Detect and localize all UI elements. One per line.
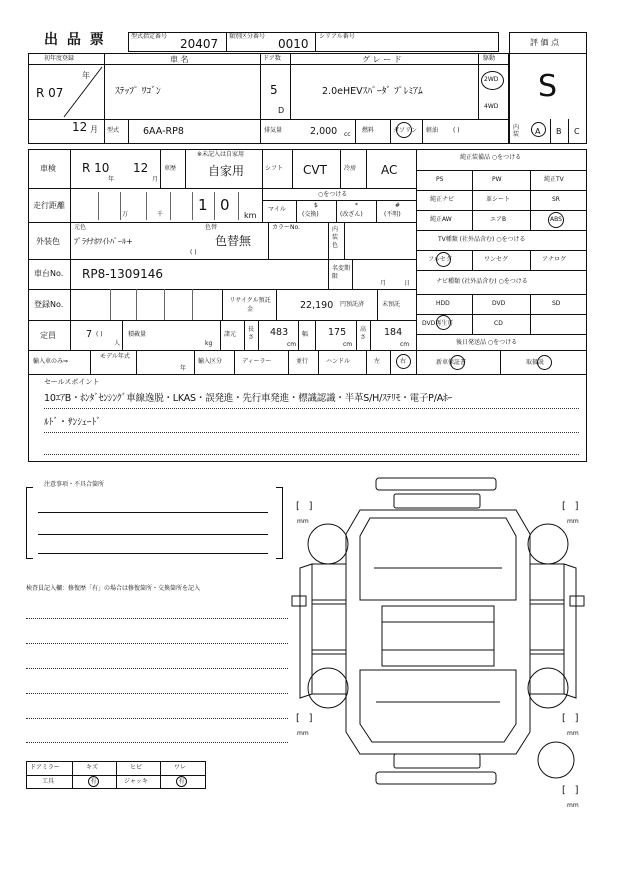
inspection-month: 12 <box>133 161 149 175</box>
capacity-paren: ( ) <box>96 331 103 338</box>
equip-abs-circle <box>548 212 564 228</box>
registration-label: 登録No. <box>34 300 64 309</box>
navi-title: ナビ種類 (社外品含む) ○をつける <box>436 278 528 285</box>
mileage-digit-1: 1 <box>198 196 208 214</box>
interior-a-circle <box>531 122 546 137</box>
width-unit: cm <box>343 341 353 348</box>
interior-c: C <box>574 127 580 136</box>
navi-hdd: HDD <box>436 300 450 307</box>
tire-fr-unit: mm <box>567 518 579 525</box>
tv-fullseg-circle <box>436 252 451 267</box>
interior-b: B <box>556 127 562 136</box>
use-label: 車歴 <box>164 165 177 172</box>
mileage-attach-label: ○をつける <box>318 191 348 198</box>
handle-right-circle <box>396 354 411 369</box>
interior-color-label: 内装色 <box>332 226 339 249</box>
import-dealer: ディーラー <box>242 358 272 365</box>
table-header-mirror: ドアミラー <box>30 764 60 771</box>
sales-line-1: 10ｴｱB・ﾎﾝﾀﾞｾﾝｼﾝｸﾞ車線逸脱・LKAS・誤発進・先行車発進・標識認識・半革S/H/ｽﾃﾘﾓ・電子P/Aﾎｰ <box>44 393 453 404</box>
later-manual: 取扱説 <box>526 359 545 366</box>
mileage-exchange-sym: $ <box>314 202 318 209</box>
grade-label: グ レ ー ド <box>362 55 402 64</box>
load-label: 積載量 <box>128 331 147 338</box>
table-jack: ジャッキ <box>124 778 148 785</box>
table-header-break: ワレ <box>174 764 187 771</box>
mileage-unknown-sym: # <box>395 202 401 209</box>
equip-ps: PS <box>436 176 444 183</box>
navi-dvd: DVD <box>492 300 506 307</box>
inspector-label: 検査員記入欄：修復歴「有」の場合は修復箇所・交換箇所を記入 <box>26 585 201 592</box>
tire-rl-unit: mm <box>297 730 309 737</box>
category-label: 類別区分番号 <box>229 33 266 40</box>
fuel-gasoline: ガソリン <box>393 127 418 134</box>
ac-value: AC <box>381 163 398 177</box>
tv-analog: アナログ <box>542 256 567 263</box>
drive-2wd-circle <box>481 71 504 90</box>
shift-value: CVT <box>303 163 327 177</box>
mileage-mile: マイル <box>268 206 286 213</box>
recycle-label: リサイクル預託金 <box>229 297 271 313</box>
navi-cd: CD <box>494 320 503 327</box>
handle-label: ハンドル <box>326 358 351 365</box>
load-kg: kg <box>205 340 213 347</box>
front-bumper-shape <box>376 478 496 490</box>
navi-dvd-play-circle <box>436 315 451 330</box>
later-warranty: 新車保証書 <box>436 359 467 366</box>
model-label: 型式 <box>107 127 120 134</box>
length-unit: cm <box>287 341 297 348</box>
model-spec-label: 型式指定番号 <box>131 33 168 40</box>
drive-4wd: 4WD <box>484 103 499 110</box>
mileage-exchange: (交換) <box>302 211 319 218</box>
equip-leather: 革シート <box>486 196 511 203</box>
import-label: 輸入車のみ⇒ <box>33 358 69 365</box>
capacity-person-unit: 人 <box>114 340 121 347</box>
tire-fl-unit: mm <box>297 518 309 525</box>
first-reg-year-unit: 年 <box>82 71 90 80</box>
table-jack-yes: 有 <box>176 776 187 787</box>
sales-line-2: ﾙﾄﾞ・ｻﾝｼｪｰﾄﾞ <box>44 417 102 428</box>
width-label: 幅 <box>302 331 309 338</box>
rating-value: S <box>538 69 558 104</box>
tv-oneseg: ワンセグ <box>484 256 509 263</box>
height-unit: cm <box>400 341 410 348</box>
grade-value: 2.0eHEVｽﾊﾟｰﾀﾞ ﾌﾟﾚﾐｱﾑ <box>322 86 423 97</box>
mileage-man: 万 <box>122 211 129 218</box>
handle-right: 右 <box>400 358 407 365</box>
doors-suffix: D <box>278 106 285 115</box>
inspection-year-unit: 年 <box>108 176 115 183</box>
table-header-crack: ヒビ <box>130 764 143 771</box>
car-name-value: ｽﾃｯﾌﾟ ﾜｺﾞﾝ <box>115 86 161 97</box>
equip-tv: 純正TV <box>544 176 564 183</box>
first-reg-month: 12 <box>72 120 88 134</box>
recycle-value: 22,190 <box>300 300 334 311</box>
form-title: 出 品 票 <box>44 32 106 48</box>
first-reg-label: 初年度登録 <box>44 55 75 62</box>
navi-dvd-play: DVD再生可 <box>422 320 454 327</box>
rating-label: 評 価 点 <box>530 38 560 47</box>
inspection-month-unit: 月 <box>152 176 159 183</box>
equip-sr: SR <box>552 196 560 203</box>
use-value: 自家用 <box>208 164 245 178</box>
displacement-label: 排気量 <box>264 127 283 134</box>
color-orig-label: 元色 <box>74 224 87 231</box>
later-title: 後日発送品 ○をつける <box>456 339 518 346</box>
mileage-label: 走行距離 <box>33 201 65 210</box>
car-damage-diagram <box>290 472 590 812</box>
displacement-unit: cc <box>344 131 351 138</box>
model-year-label: モデル年式 <box>100 353 130 360</box>
shift-label: シフト <box>265 165 284 172</box>
equip-navi: 純正ナビ <box>430 196 455 203</box>
first-reg-year: R 07 <box>36 86 64 100</box>
chassis-value: RP8-1309146 <box>82 267 163 281</box>
inspection-label: 車検 <box>40 164 56 173</box>
tv-fullseg: フルセグ <box>428 256 452 263</box>
length-value: 483 <box>270 327 289 338</box>
recycle-suffix: 円預託済 <box>340 301 365 308</box>
category-value: 0010 <box>278 37 309 51</box>
height-label: 高さ <box>360 326 367 341</box>
mileage-unit: km <box>244 211 257 220</box>
color-label: 外装色 <box>36 237 60 246</box>
color-orig-value: ﾌﾟﾗﾁﾅﾎﾜｲﾄﾊﾟｰﾙ+ <box>74 237 133 246</box>
fuel-other: ( ) <box>453 127 460 134</box>
ac-label: 冷房 <box>344 165 357 172</box>
width-value: 175 <box>328 327 347 338</box>
later-manual-circle <box>537 355 552 370</box>
drive-label: 駆動 <box>483 55 496 62</box>
color-repaint-value: 色替無 <box>215 234 252 248</box>
drive-2wd: 2WD <box>484 76 499 83</box>
tire-rr-unit: mm <box>567 730 579 737</box>
color-paren: ( ) <box>190 249 197 256</box>
mileage-digit-2: 0 <box>220 196 230 214</box>
import-type-label: 輸入区分 <box>198 358 223 365</box>
fuel-label: 燃料 <box>362 127 375 134</box>
chassis-label: 車台No. <box>34 269 64 278</box>
doors-label: ドア数 <box>263 55 281 62</box>
interior-a: A <box>535 127 541 136</box>
height-value: 184 <box>384 327 403 338</box>
color-no-label: カラーNo. <box>272 224 300 231</box>
navi-sd: SD <box>552 300 561 307</box>
tire-spare-unit: mm <box>567 802 579 809</box>
length-label: 長さ <box>248 326 255 341</box>
doors-value: 5 <box>270 83 278 97</box>
use-note: ※未記入は自家用 <box>197 151 245 158</box>
fuel-diesel: 軽油 <box>426 127 439 134</box>
first-reg-month-unit: 月 <box>90 125 98 134</box>
model-year-unit: 年 <box>180 365 187 372</box>
recycle-unpaid: 未預託 <box>382 301 401 308</box>
displacement-value: 2,000 <box>310 126 338 137</box>
equip-pw: PW <box>492 176 502 183</box>
name-change-label: 名変期限 <box>332 265 351 280</box>
mileage-tamper-sym: * <box>355 202 358 209</box>
capacity-label: 定員 <box>40 331 56 340</box>
table-tools-yes: 有 <box>88 776 99 787</box>
mileage-sen: 千 <box>157 211 164 218</box>
car-name-label: 車 名 <box>170 55 189 64</box>
notes-label: 注意事項・不具合箇所 <box>44 481 105 488</box>
model-spec-value: 20407 <box>180 37 219 51</box>
table-tools: 工具 <box>42 778 55 785</box>
sales-label: セールスポイント <box>44 378 100 386</box>
interior-label: 内装 <box>513 124 520 138</box>
equip-aw: 純正AW <box>430 216 452 223</box>
name-change-month: 月 <box>380 280 387 287</box>
equip-airbag: エアB <box>490 216 507 223</box>
name-change-day: 日 <box>404 280 411 287</box>
dims-label: 諸元 <box>224 331 237 338</box>
equipment-title: 純正装備品 ○をつける <box>460 154 522 161</box>
color-repaint-label: 色替 <box>205 224 218 231</box>
model-value: 6AA-RP8 <box>143 126 184 137</box>
handle-left: 左 <box>374 358 381 365</box>
fuel-gasoline-circle <box>396 122 412 138</box>
mileage-unknown: (不明) <box>384 211 401 218</box>
mileage-tamper: (改ざん) <box>340 211 363 218</box>
later-warranty-circle <box>450 355 465 370</box>
import-parallel: 並行 <box>296 358 309 365</box>
serial-label: シリアル番号 <box>319 33 355 40</box>
inspection-year: R 10 <box>82 161 110 175</box>
equip-abs: ABS <box>550 216 562 223</box>
table-header-scratch: キズ <box>86 764 98 771</box>
tv-title: TV種類 (社外品含む) ○をつける <box>438 236 526 243</box>
capacity-value: 7 <box>86 329 93 340</box>
